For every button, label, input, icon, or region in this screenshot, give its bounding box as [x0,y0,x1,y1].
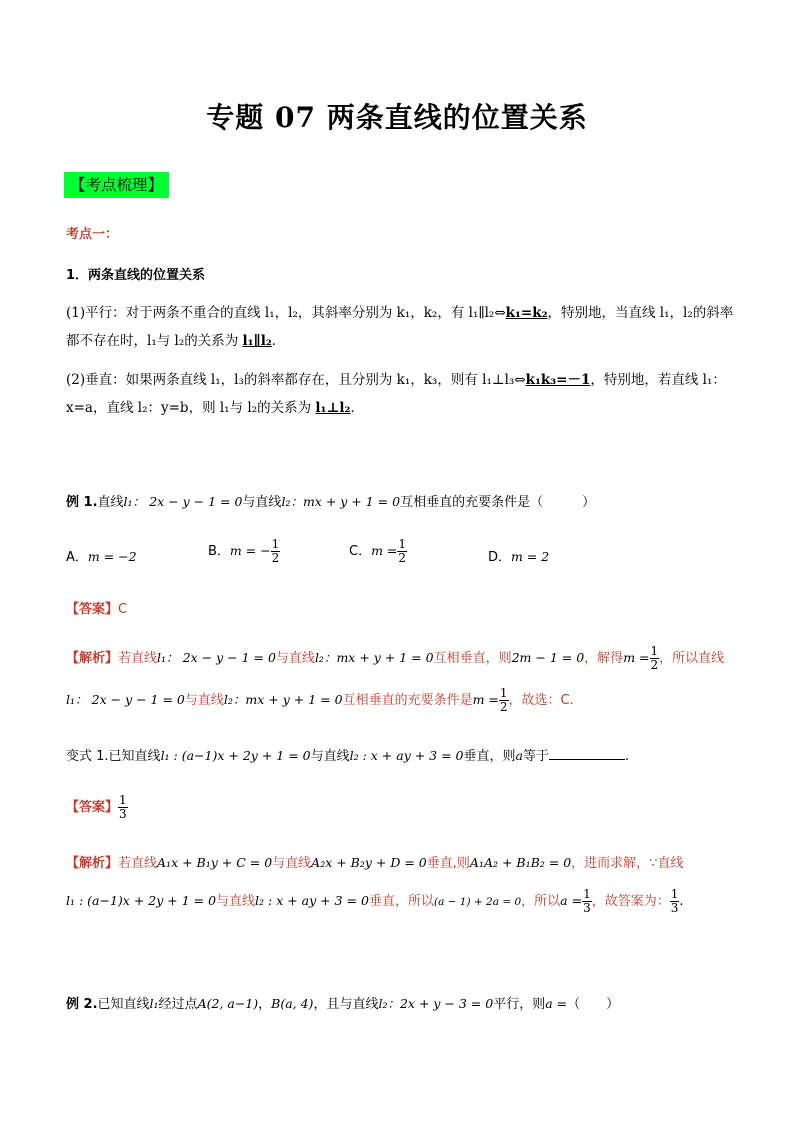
variant-1-analysis-line-1: 【解析】若直线A₁x + B₁y + C = 0与直线A₂x + B₂y + D = 0垂直,则A₁A₂ + B₁B₂ = 0，进而求解，∵直线 [66,855,684,871]
example-1-question: 例 1.直线l₁： 2x − y − 1 = 0与直线l₂：mx + y + 1 = 0互相垂直的充要条件是（ ） [66,494,596,510]
perpendicular-relation: l₁⊥l₂ [315,400,351,416]
parallel-paragraph: (1)平行：对于两条不重合的直线 l₁，l₂，其斜率分别为 k₁，k₂，有 l₁∥l₂⇔k₁=k₂，特别地，当直线 l₁，l₂的斜率都不存在时，l₁与 l₂的关系为 l₁∥l₂． [66,305,734,349]
section-badge: 【考点梳理】 [64,172,169,198]
variant-1-question: 变式 1.已知直线l₁ : (a−1)x + 2y + 1 = 0与直线l₂ : x + ay + 3 = 0垂直，则a等于 . [66,748,630,764]
example-1-answer: 【答案】C [66,602,128,617]
option-b: B．m = − $\frac{1}{2}$ [208,537,280,565]
parallel-condition: k₁=k₂ [505,305,548,321]
option-d: D．m = 2 [488,549,550,565]
variant-1-answer: 【答案】 $\frac{1}{3}$ [66,793,127,821]
section-heading: 1．两条直线的位置关系 [66,268,206,283]
page-title: 专题 07 两条直线的位置关系 [206,101,588,134]
example-1-analysis-line-2: l₁： 2x − y − 1 = 0与直线l₂：mx + y + 1 = 0互相垂直的充要条件是m = $\frac{1}{2}$ ，故选：C. [66,686,574,714]
example-2-question: 例 2.已知直线l₁经过点A(2, a−1)，B(a, 4)，且与直线l₂：2x + y − 3 = 0平行，则a =（ ） [66,996,620,1012]
perpendicular-condition: k₁k₃=－1 [525,372,591,388]
variant-1-analysis-line-2: l₁ : (a−1)x + 2y + 1 = 0与直线l₂ : x + ay + 3 = 0垂直，所以(a − 1) + 2a = 0，所以a = $\frac{1}{3}$ ，故答案为： $\frac{1}{3}$ . [66,887,684,915]
option-a: A．m = −2 [66,549,137,565]
answer-blank [549,747,625,760]
option-c: C．m = $\frac{1}{2}$ [349,537,407,565]
example-1-analysis-line-1: 【解析】若直线l₁： 2x − y − 1 = 0与直线l₂：mx + y + 1 = 0互相垂直，则2m − 1 = 0，解得m = $\frac{1}{2}$ ，所以直线 [66,644,725,672]
perpendicular-paragraph: (2)垂直：如果两条直线 l₁，l₃的斜率都存在，且分别为 k₁，k₃，则有 l₁⊥l₃⇔k₁k₃=－1，特别地，若直线 l₁：x=a，直线 l₂：y=b，则 l₁与 l₂的关系为 l₁⊥l₂． [66,372,726,416]
kaodian-heading: 考点一： [66,227,119,242]
parallel-relation: l₁∥l₂ [242,333,272,349]
